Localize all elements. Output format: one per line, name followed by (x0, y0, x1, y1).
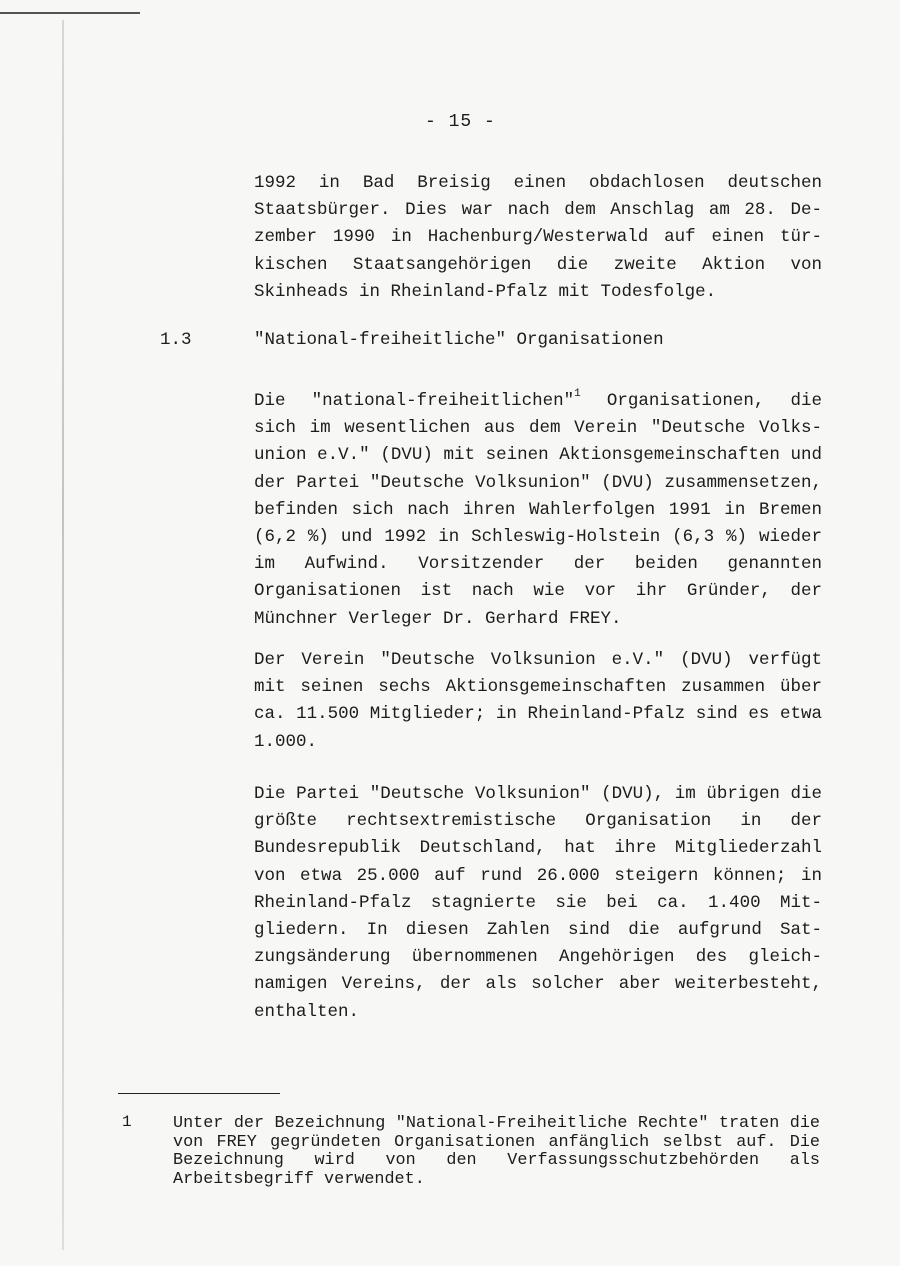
footnote-text: Unter der Bezeichnung "National-Freiheitliche Rechte" traten die von FREY gegründeten Organisationen anfänglich selbst auf. Die Bezeichnung wird von den Verfassungsschutzbehörden als Arbeitsbegriff verwendet. (173, 1114, 820, 1189)
paragraph-dvu-overview (254, 381, 822, 633)
paragraph-lead: Die "national-freiheitlichen" (254, 391, 575, 411)
binding-edge (62, 20, 64, 1250)
section-heading: "National-freiheitliche" Organisationen (254, 330, 664, 350)
paragraph-verein-members: Der Verein "Deutsche Volksunion e.V." (DVU) verfügt mit seinen sechs Aktionsgemeinschaften zusammen über ca. 11.500 Mitglieder; in Rheinland-Pfalz sind es etwa 1.000. (254, 650, 822, 752)
section-number: 1.3 (160, 330, 192, 350)
footnote-divider (118, 1093, 280, 1094)
footnote-reference: 1 (574, 388, 581, 400)
top-edge-rule (0, 12, 140, 14)
footnote-mark: 1 (122, 1113, 132, 1131)
paragraph-partei-members: Die Partei "Deutsche Volksunion" (DVU), im übrigen die größte rechtsextremistische Organisation in der Bundesrepublik Deutschland, hat ihre Mitgliederzahl von etwa 25.000 auf rund 26.000 steigern können; in Rheinland-Pfalz stagnierte sie bei ca. 1.400 Mitgliedern. In diesen Zahlen sind die aufgrund Satzungsänderung übernommenen Angehörigen des gleichnamigen Vereins, der als solcher aber weiterbesteht, enthalten. (254, 784, 822, 1022)
intro-paragraph: 1992 in Bad Breisig einen obdachlosen deutschen Staatsbürger. Dies war nach dem Anschlag am 28. Dezember 1990 in Hachenburg/Westerwald auf einen türkischen Staatsangehörigen die zweite Aktion von Skinheads in Rheinland-Pfalz mit Todesfolge. (254, 173, 822, 302)
paragraph-rest: Organisationen, die sich im wesentlichen aus dem Verein "Deutsche Volksunion e.V." (DVU) mit seinen Aktionsgemeinschaften und der Partei "Deutsche Volksunion" (DVU) zusammensetzen, befinden sich nach ihren Wahlerfolgen 1991 in Bremen (6,2 %) und 1992 in Schleswig-Holstein (6,3 %) wieder im Aufwind. Vorsitzender der beiden genannten Organisationen ist nach wie vor ihr Gründer, der Münchner Verleger Dr. Gerhard FREY. (254, 391, 822, 629)
page-number: - 15 - (425, 112, 496, 132)
